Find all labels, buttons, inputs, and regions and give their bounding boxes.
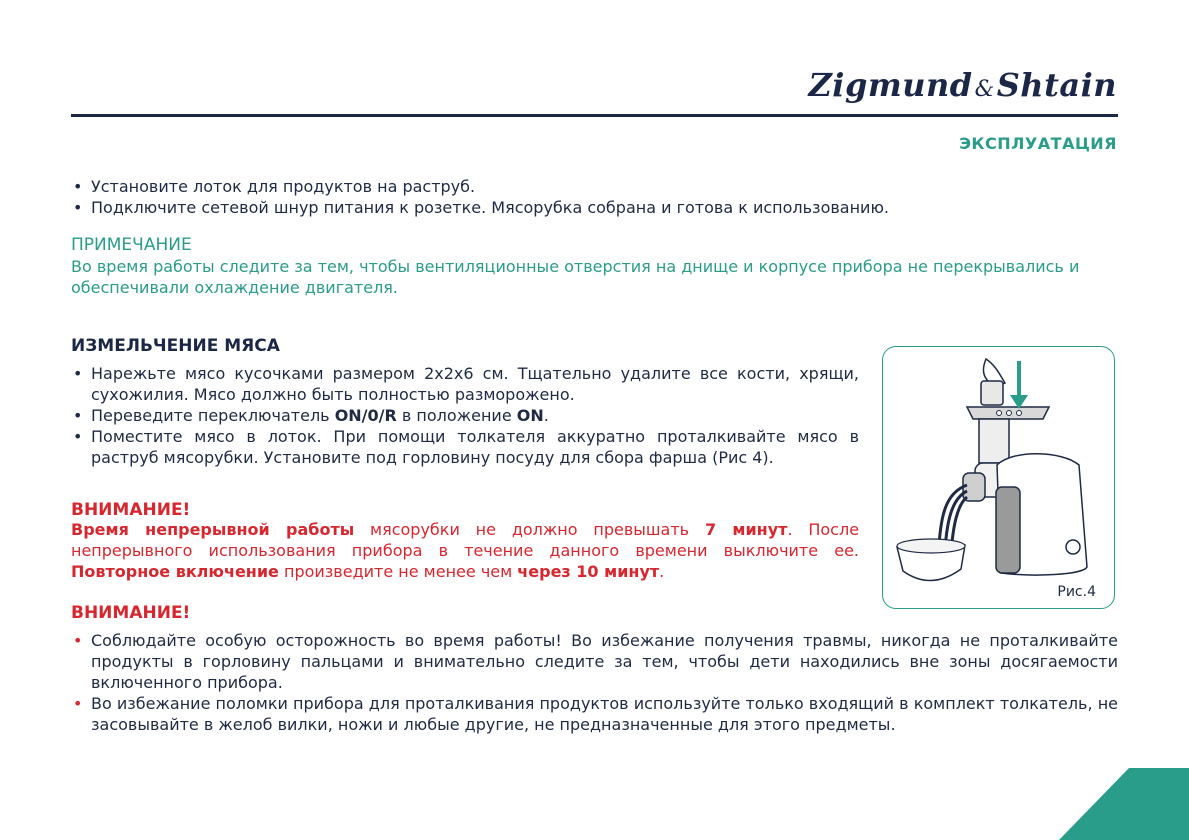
header-divider [71, 114, 1118, 117]
on-label: ON [516, 406, 544, 425]
brand-name-left: Zigmund [808, 66, 973, 104]
brand-ampersand: & [974, 77, 995, 102]
text-run: . После непрерывного использования прибора в течение данного времени выключите ее. [71, 520, 860, 560]
list-item: • Установите лоток для продуктов на раструб. [71, 176, 1118, 197]
setup-list [71, 176, 1118, 218]
list-item: • Нарежьте мясо кусочками размером 2х2х6 см. Тщательно удалите все кости, хрящи, сухожилия. Мясо должно быть полностью разморожено. [71, 363, 859, 405]
warning-bold: через 10 минут [517, 562, 660, 581]
list-item: • Поместите мясо в лоток. При помощи толкателя аккуратно проталкивайте мясо в раструб мясорубки. Установите под горловину посуду для сбора фарша (Рис 4). [71, 426, 859, 468]
meat-grinder-illustration [883, 347, 1116, 610]
text-run: . [659, 562, 665, 581]
warning-heading: ВНИМАНИЕ! [71, 603, 191, 623]
warning-list [71, 630, 1118, 735]
switch-label: ON/0/R [334, 406, 397, 425]
brand-name-right: Shtain [996, 66, 1117, 104]
note-text: Во время работы следите за тем, чтобы вентиляционные отверстия на днище и корпусе прибора не перекрывались и обеспечивали охлаждение двигателя. [71, 257, 1080, 297]
list-item: • Во избежание поломки прибора для проталкивания продуктов используйте только входящий в комплект толкатель, не засовывайте в желоб вилки, ножи и любые другие, не предназначенные для этого предметы. [71, 693, 1118, 735]
figure-4 [882, 346, 1115, 609]
warning-heading: ВНИМАНИЕ! [71, 500, 191, 520]
warning-bold: Время непрерывной работы [71, 520, 355, 539]
warning-bold: Повторное включение [71, 562, 279, 581]
warning-text [71, 519, 859, 582]
text-run: Переведите переключатель [91, 406, 335, 425]
figure-caption: Рис.4 [1057, 584, 1096, 600]
list-item [71, 405, 859, 426]
text-run: в положение [396, 406, 517, 425]
meat-heading: ИЗМЕЛЬЧЕНИЕ МЯСА [71, 336, 280, 356]
text-run: произведите не менее чем [278, 562, 518, 581]
text-run: . [543, 406, 549, 425]
warning-bold: 7 минут [704, 520, 788, 539]
brand-logo [808, 66, 1117, 104]
meat-instructions [71, 363, 859, 468]
note-title: ПРИМЕЧАНИЕ [71, 235, 192, 255]
section-title: ЭКСПЛУАТАЦИЯ [959, 134, 1117, 153]
list-item: • Подключите сетевой шнур питания к розетке. Мясорубка собрана и готова к использованию. [71, 197, 1118, 218]
list-item: • Соблюдайте особую осторожность во время работы! Во избежание получения травмы, никогда не проталкивайте продукты в горловину пальцами и внимательно следите за тем, чтобы дети находились вне зоны досягаемости включенного прибора. [71, 630, 1118, 693]
corner-decoration [1059, 768, 1189, 840]
text-run: мясорубки не должно превышать [354, 520, 705, 539]
